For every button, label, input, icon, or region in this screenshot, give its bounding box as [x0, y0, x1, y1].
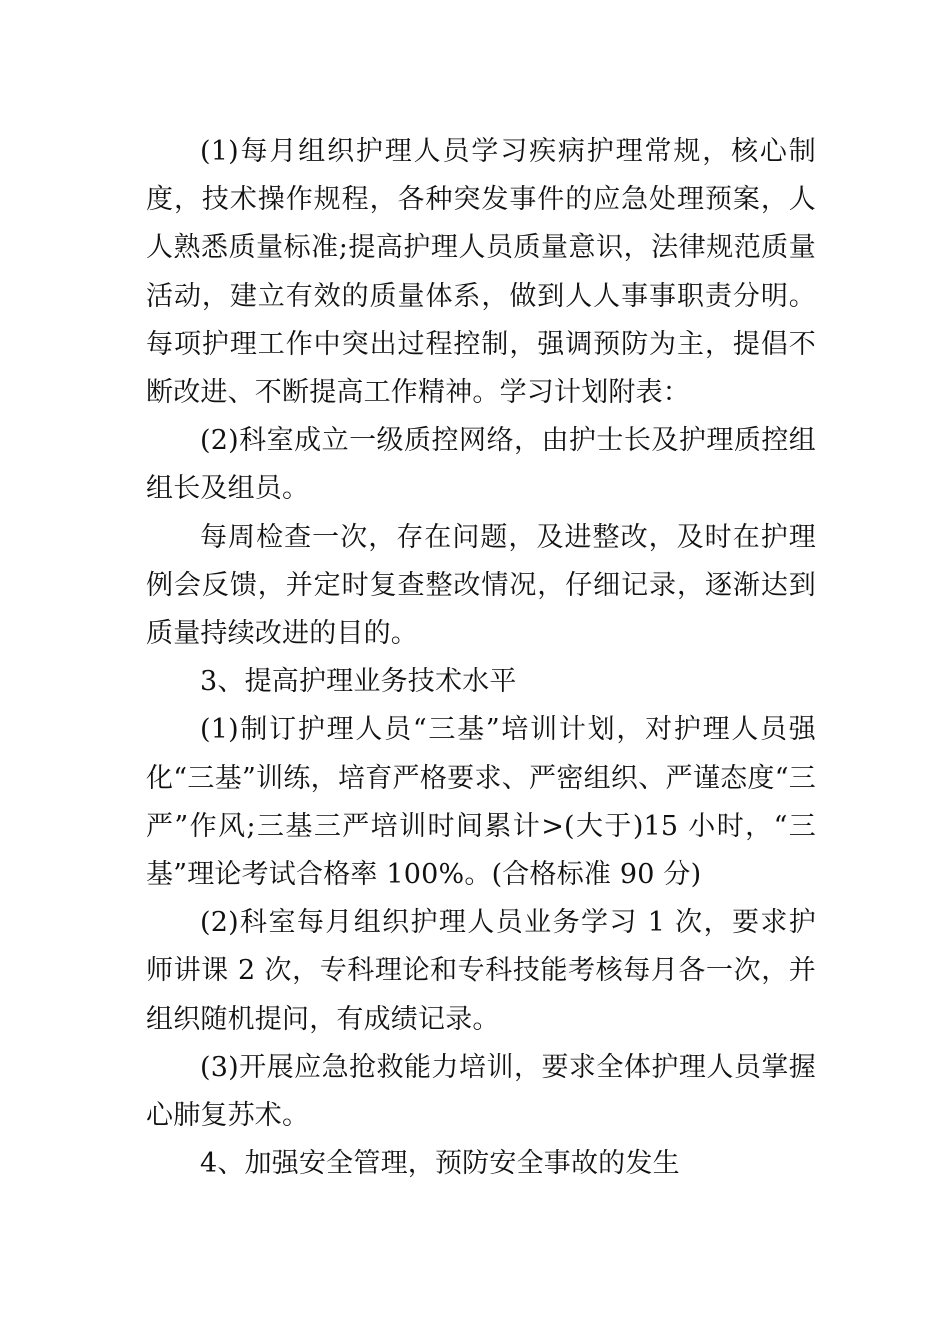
- paragraph-weekly-check: 每周检查一次，存在问题，及进整改，及时在护理例会反馈，并定时复查整改情况，仔细记录，逐渐达到质量持续改进的目的。: [146, 521, 816, 650]
- paragraph-quality-study: (1)每月组织护理人员学习疾病护理常规，核心制度，技术操作规程，各种突发事件的应急处理预案，人人熟悉质量标准;提高护理人员质量意识，法律规范质量活动，建立有效的质量体系，做到人人事事职责分明。每项护理工作中突出过程控制，强调预防为主，提倡不断改进、不断提高工作精神。学习计划附表：: [146, 136, 816, 409]
- paragraph-emergency-training: (3)开展应急抢救能力培训，要求全体护理人员掌握心肺复苏术。: [146, 1051, 816, 1132]
- paragraph-monthly-study: (2)科室每月组织护理人员业务学习 1 次，要求护师讲课 2 次，专科理论和专科技能考核每月各一次，并组织随机提问，有成绩记录。: [146, 907, 816, 1035]
- paragraph-quality-network: (2)科室成立一级质控网络，由护士长及护理质控组组长及组员。: [146, 425, 816, 505]
- section-heading-skills: 3、提高护理业务技术水平: [200, 666, 517, 698]
- document-body: [146, 128, 816, 1188]
- section-heading-safety: 4、加强安全管理，预防安全事故的发生: [200, 1148, 680, 1180]
- paragraph-training-plan: (1)制订护理人员“三基”培训计划，对护理人员强化“三基”训练，培育严格要求、严密组织、严谨态度“三严”作风;三基三严培训时间累计>(大于)15 小时，“三基”理论考试合格率 100%。(合格标准 90 分): [146, 714, 816, 891]
